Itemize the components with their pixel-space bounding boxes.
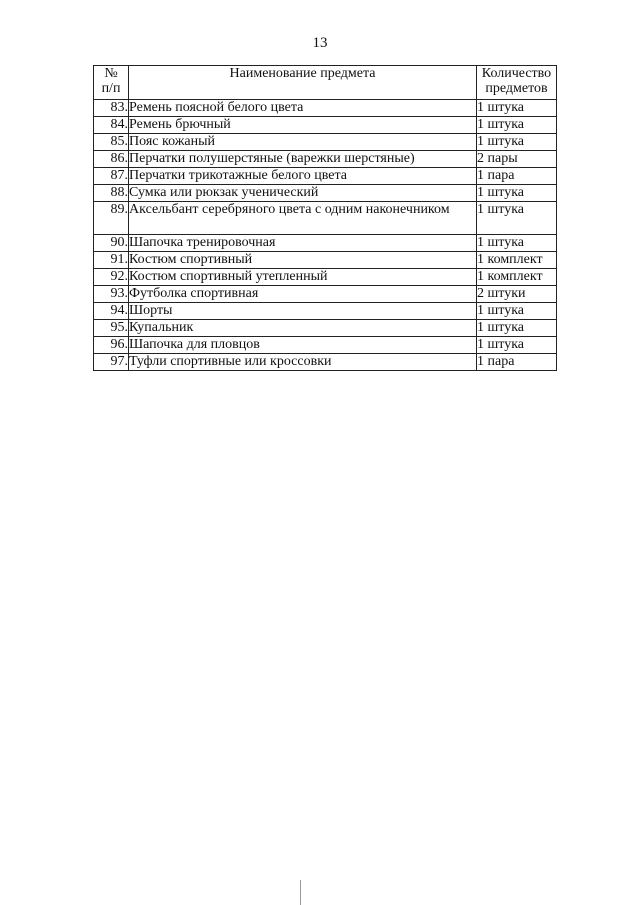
- row-item-name: Костюм спортивный утепленный: [129, 269, 477, 286]
- row-item-name: Ремень брючный: [129, 117, 477, 134]
- table-row: [94, 134, 557, 151]
- row-number: 93.: [94, 286, 129, 303]
- header-quantity-line1: Количество: [481, 66, 552, 81]
- row-item-name: Футболка спортивная: [129, 286, 477, 303]
- row-number: 87.: [94, 168, 129, 185]
- header-number-abbr: п/п: [101, 81, 121, 96]
- row-item-name: Пояс кожаный: [129, 134, 477, 151]
- table-header-row: [94, 66, 557, 100]
- row-number: 83.: [94, 100, 129, 117]
- row-item-name: Шапочка тренировочная: [129, 235, 477, 252]
- row-quantity: 1 штука: [477, 202, 557, 235]
- table-row: [94, 252, 557, 269]
- row-item-name: Перчатки полушерстяные (варежки шерстяные): [129, 151, 477, 168]
- row-number: 88.: [94, 185, 129, 202]
- header-quantity: [477, 66, 557, 100]
- row-quantity: 1 штука: [477, 100, 557, 117]
- row-quantity: 1 пара: [477, 354, 557, 371]
- row-number: 89.: [94, 202, 129, 235]
- header-number: [94, 66, 129, 100]
- row-item-name: Ремень поясной белого цвета: [129, 100, 477, 117]
- items-table: [93, 65, 557, 371]
- row-number: 96.: [94, 337, 129, 354]
- row-number: 86.: [94, 151, 129, 168]
- table-row: [94, 303, 557, 320]
- table-row: [94, 286, 557, 303]
- table-row: [94, 202, 557, 235]
- row-quantity: 1 штука: [477, 185, 557, 202]
- table-row: [94, 185, 557, 202]
- row-item-name: Перчатки трикотажные белого цвета: [129, 168, 477, 185]
- row-number: 85.: [94, 134, 129, 151]
- table-row: [94, 151, 557, 168]
- row-quantity: 1 пара: [477, 168, 557, 185]
- page-number: 13: [312, 35, 328, 51]
- row-item-name: Аксельбант серебряного цвета с одним наконечником: [129, 202, 477, 235]
- row-quantity: 1 штука: [477, 337, 557, 354]
- table-row: [94, 337, 557, 354]
- row-quantity: 1 штука: [477, 235, 557, 252]
- table-row: [94, 235, 557, 252]
- row-quantity: 1 комплект: [477, 269, 557, 286]
- row-number: 97.: [94, 354, 129, 371]
- header-quantity-line2: предметов: [485, 81, 548, 96]
- row-quantity: 1 штука: [477, 134, 557, 151]
- row-number: 95.: [94, 320, 129, 337]
- row-quantity: 2 пары: [477, 151, 557, 168]
- row-number: 94.: [94, 303, 129, 320]
- table-row: [94, 117, 557, 134]
- table-row: [94, 354, 557, 371]
- table-row: [94, 320, 557, 337]
- table-row: [94, 100, 557, 117]
- header-item-name: Наименование предмета: [129, 66, 477, 100]
- row-quantity: 1 штука: [477, 117, 557, 134]
- row-quantity: 1 штука: [477, 320, 557, 337]
- row-quantity: 2 штуки: [477, 286, 557, 303]
- row-number: 90.: [94, 235, 129, 252]
- row-number: 84.: [94, 117, 129, 134]
- row-quantity: 1 штука: [477, 303, 557, 320]
- row-item-name: Купальник: [129, 320, 477, 337]
- row-item-name: Шорты: [129, 303, 477, 320]
- row-item-name: Туфли спортивные или кроссовки: [129, 354, 477, 371]
- row-item-name: Шапочка для пловцов: [129, 337, 477, 354]
- row-item-name: Костюм спортивный: [129, 252, 477, 269]
- row-quantity: 1 комплект: [477, 252, 557, 269]
- row-item-name: Сумка или рюкзак ученический: [129, 185, 477, 202]
- table-row: [94, 269, 557, 286]
- scan-edge-mark: [300, 880, 313, 905]
- row-number: 91.: [94, 252, 129, 269]
- table-row: [94, 168, 557, 185]
- row-number: 92.: [94, 269, 129, 286]
- header-number-symbol: №: [104, 66, 118, 81]
